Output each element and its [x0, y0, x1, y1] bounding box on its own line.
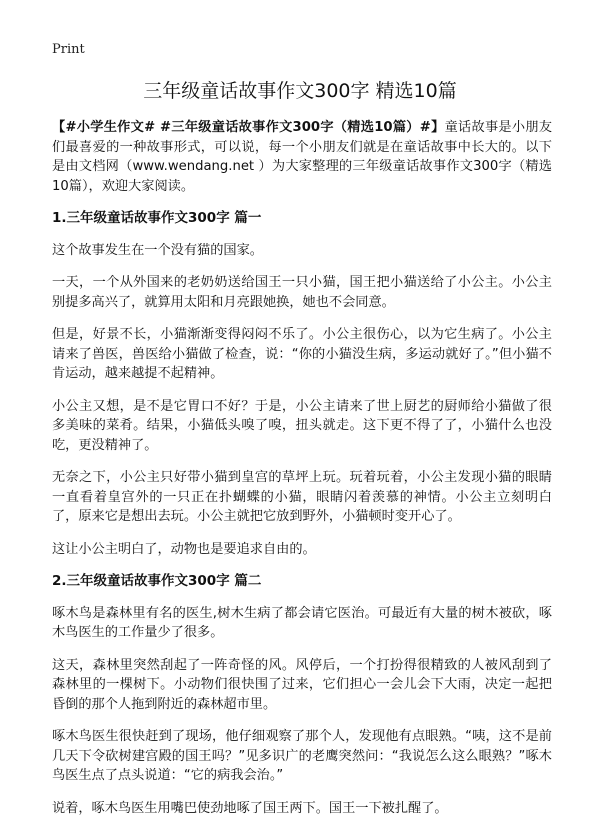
intro-tag: 【#小学生作文# #三年级童话故事作文300字（精选10篇）#】 — [52, 120, 445, 135]
page-title: 三年级童话故事作文300字 精选10篇 — [143, 80, 457, 102]
intro-text: 童话故事是小朋友们最喜爱的一种故事形式，可以说，每一个小朋友们就是在童话故事中长大的。以下是由文档网（www.wendang.net ）为大家整理的三年级童话故事作文300字（精选10篇），欢迎大家阅读。 — [52, 120, 553, 194]
paragraph: 小公主又想，是不是它胃口不好？于是，小公主请来了世上厨艺的厨师给小猫做了很多美味的菜肴。结果，小猫低头嗅了嗅，扭头就走。这下更不得了了，小猫什么也没吃，更没精神了。 — [52, 398, 552, 453]
section-heading: 1.三年级童话故事作文300字 篇一 — [52, 210, 262, 226]
paragraph: 无奈之下，小公主只好带小猫到皇宫的草坪上玩。玩着玩着，小公主发现小猫的眼睛一直看着皇宫外的一只正在扑蝴蝶的小猫，眼睛闪着羡慕的神情。小公主立刻明白了，原来它是想出去玩。小公主就把它放到野外，小猫顿时变开心了。 — [52, 470, 552, 524]
intro-paragraph — [52, 118, 552, 196]
paragraph: 啄木鸟医生很快赶到了现场，他仔细观察了那个人，发现他有点眼熟。“咦，这不是前几天下令砍树建宫殿的国王吗？”见多识广的老鹰突然问：“我说怎么这么眼熟？”啄木鸟医生点了点头说道：“它的病我会治。” — [52, 729, 552, 783]
print-label: Print — [52, 42, 85, 57]
article-body — [52, 118, 552, 831]
paragraph: 这个故事发生在一个没有猫的国家。 — [52, 242, 263, 258]
paragraph: 但是，好景不长，小猫渐渐变得闷闷不乐了。小公主很伤心，以为它生病了。小公主请来了兽医，兽医给小猫做了检查，说：“你的小猫没生病，多运动就好了。”但小猫不肯运动，越来越提不起精神。 — [52, 327, 552, 381]
paragraph: 啄木鸟是森林里有名的医生,树木生病了都会请它医治。可最近有大量的树木被砍，啄木鸟医生的工作量少了很多。 — [52, 605, 552, 640]
paragraph: 一天，一个从外国来的老奶奶送给国王一只小猫，国王把小猫送给了小公主。小公主别提多高兴了，就算用太阳和月亮跟她换，她也不会同意。 — [52, 275, 552, 310]
paragraph: 说着，啄木鸟医生用嘴巴使劲地啄了国王两下。国王一下被扎醒了。 — [52, 800, 448, 816]
paragraph: 这让小公主明白了，动物也是要追求自由的。 — [52, 541, 316, 557]
section-heading: 2.三年级童话故事作文300字 篇二 — [52, 573, 262, 589]
paragraph: 这天，森林里突然刮起了一阵奇怪的风。风停后，一个打扮得很精致的人被风刮到了森林里的一棵树下。小动物们很快围了过来，它们担心一会儿会下大雨，决定一起把昏倒的那个人拖到附近的森林超市里。 — [52, 657, 552, 712]
